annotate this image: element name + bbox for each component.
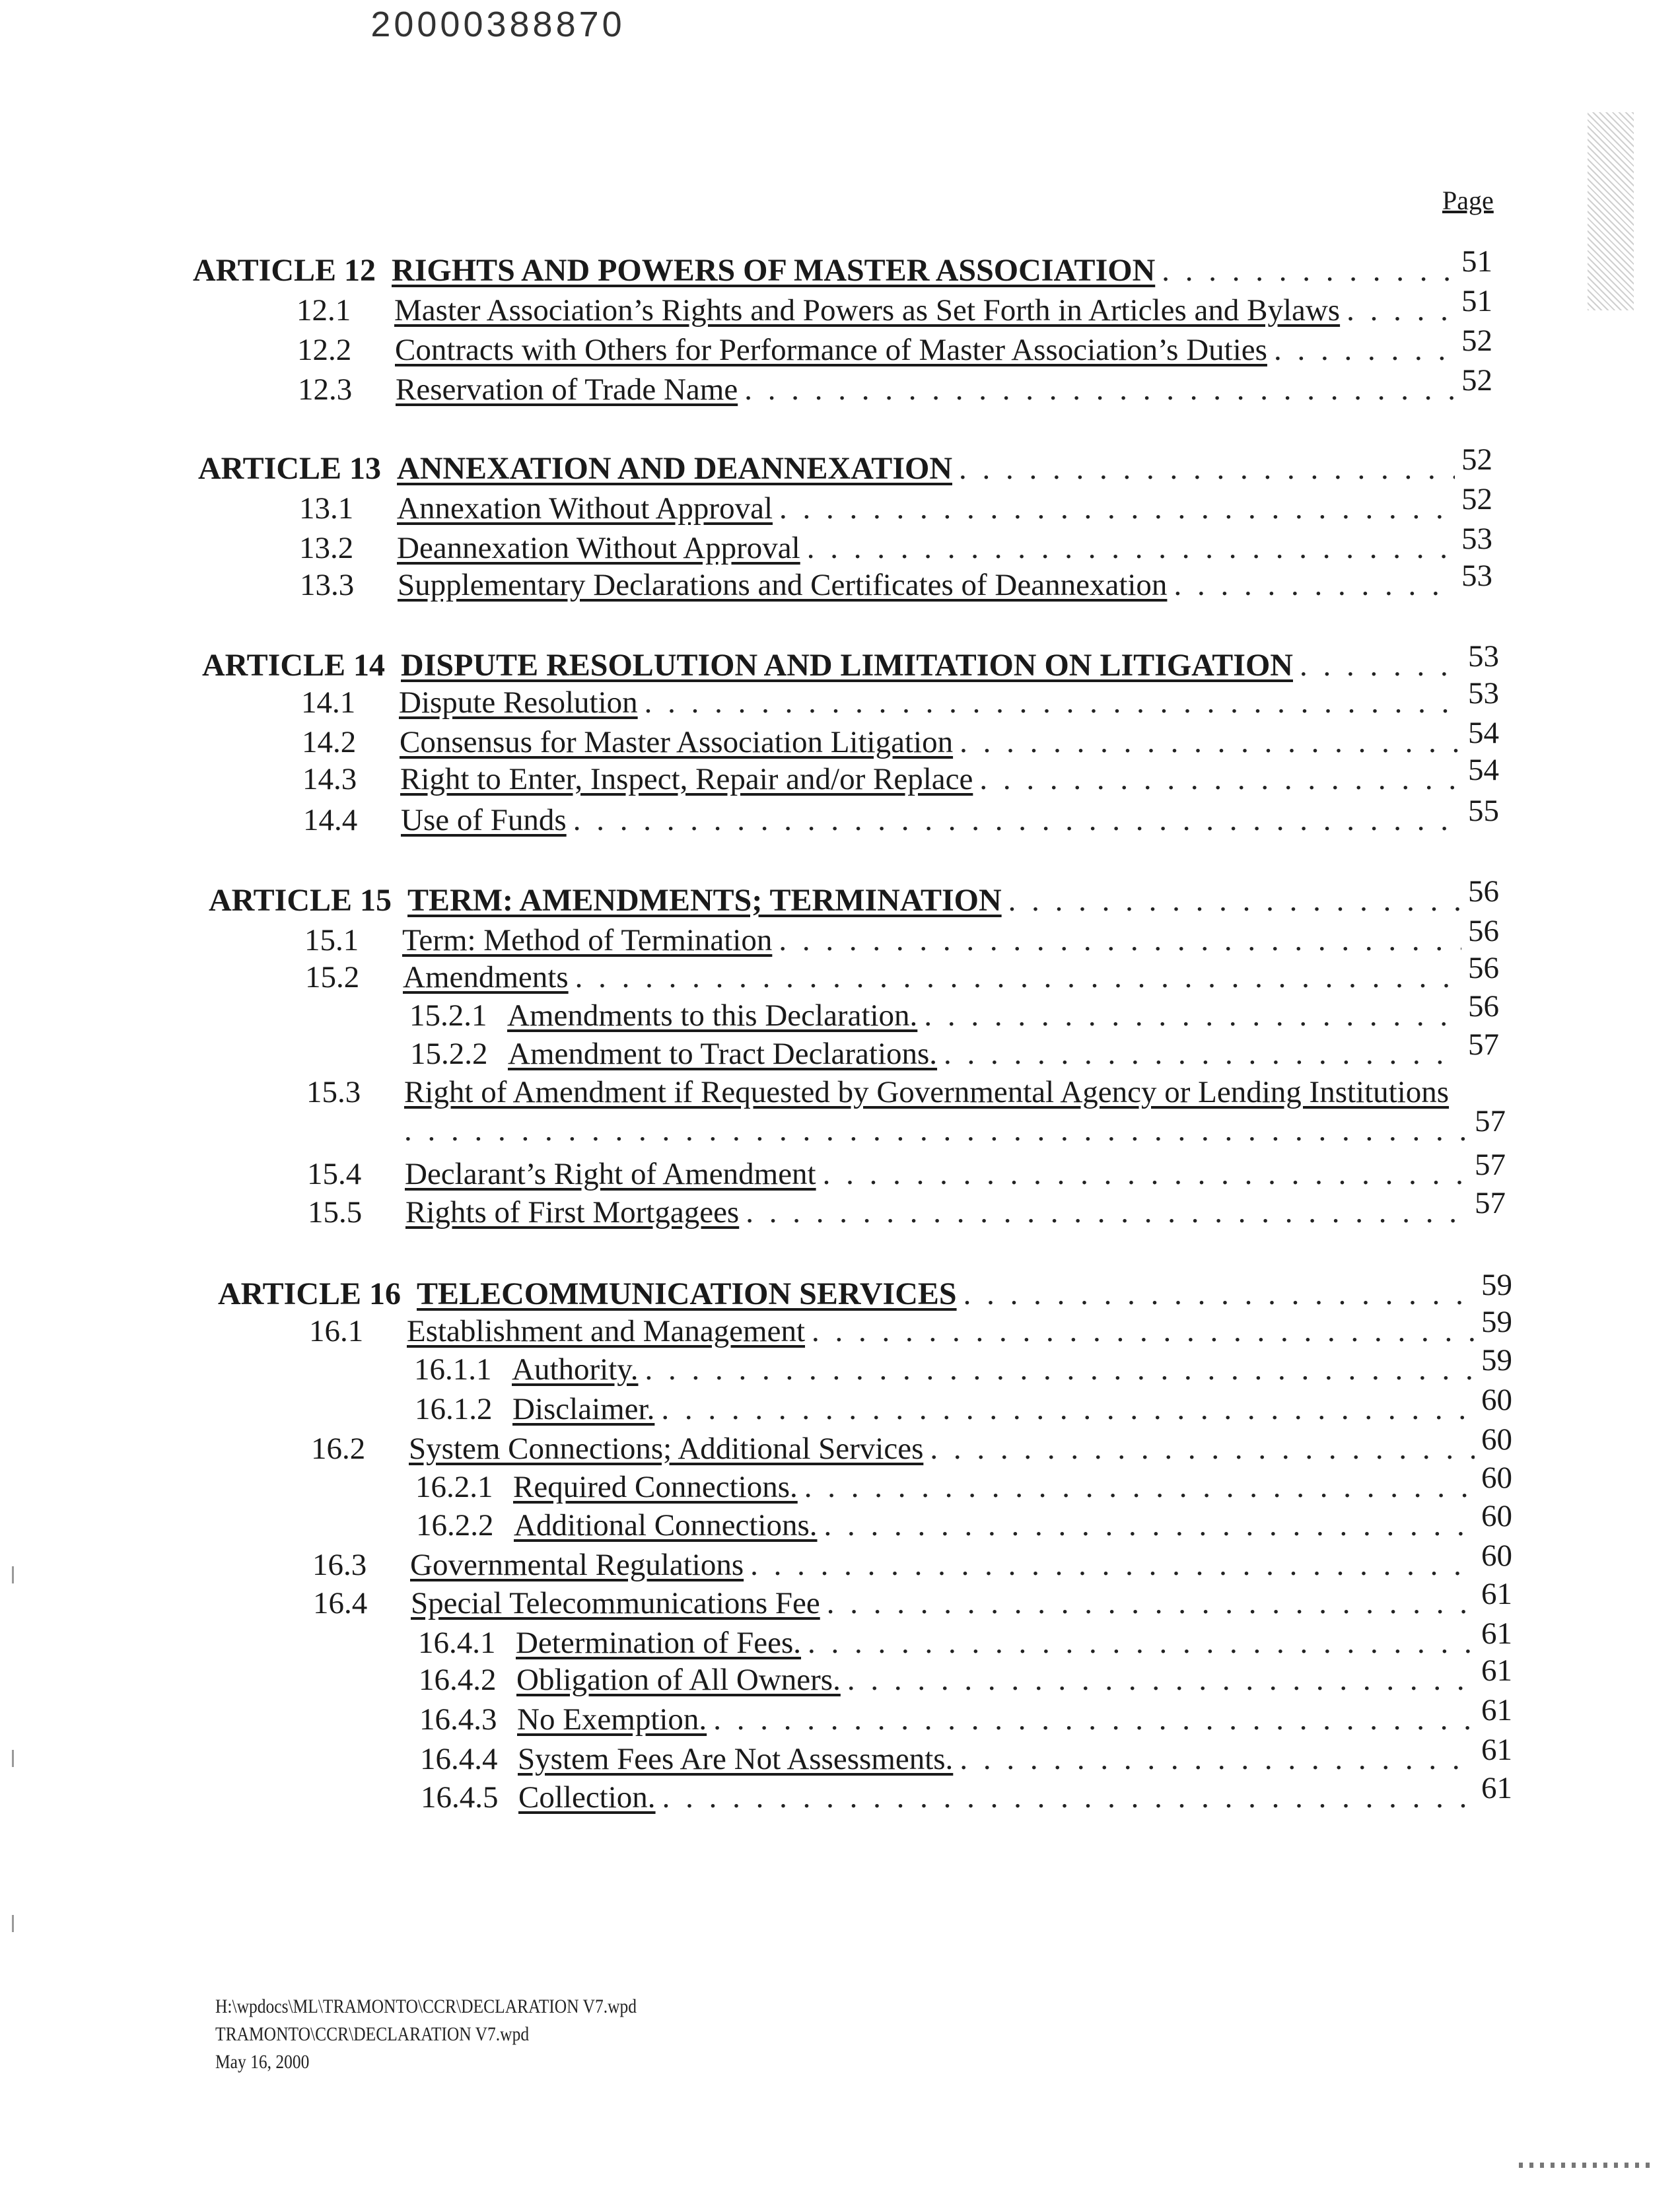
toc-page-number: 61 <box>1481 1693 1512 1727</box>
toc-number: 13.2 <box>299 531 354 565</box>
toc-number: 16.4 <box>313 1586 368 1620</box>
toc-title[interactable]: System Connections; Additional Services <box>409 1432 924 1466</box>
toc-page-number: 56 <box>1468 989 1499 1024</box>
toc-title[interactable]: Master Association’s Rights and Powers as Set Forth in Articles and Bylaws <box>394 293 1341 328</box>
dot-leader <box>750 1545 1475 1585</box>
toc-section-entry[interactable] <box>418 1616 1512 1663</box>
dot-leader <box>959 449 1455 489</box>
toc-page-number: 56 <box>1468 874 1499 909</box>
toc-number: 14.2 <box>302 725 357 759</box>
toc-section-entry[interactable] <box>410 1027 1499 1074</box>
toc-number: 16.2.2 <box>416 1508 494 1543</box>
toc-title[interactable]: Obligation of All Owners. <box>516 1663 841 1697</box>
toc-page-number: 52 <box>1461 482 1492 516</box>
toc-article-entry[interactable] <box>209 874 1499 920</box>
toc-page-number: 52 <box>1461 363 1492 398</box>
footer <box>215 1993 637 2076</box>
toc-title[interactable]: Governmental Regulations <box>410 1548 744 1582</box>
scan-noise <box>1519 2163 1651 2168</box>
toc-number: 16.4.1 <box>418 1626 496 1660</box>
dot-leader <box>930 1429 1475 1469</box>
toc-title[interactable]: Disclaimer. <box>512 1392 655 1426</box>
toc-title[interactable]: Special Telecommunications Fee <box>411 1586 820 1620</box>
dot-leader <box>1162 251 1455 291</box>
toc-title[interactable]: Declarant’s Right of Amendment <box>405 1157 816 1191</box>
toc-number: ARTICLE 12 <box>193 253 376 288</box>
toc-number: 15.4 <box>307 1157 362 1191</box>
toc-number: 16.4.2 <box>419 1663 497 1697</box>
toc-number: 12.2 <box>297 333 352 367</box>
toc-section-entry[interactable] <box>304 914 1499 960</box>
dot-leader <box>645 1350 1475 1389</box>
toc-number: 15.1 <box>304 923 359 957</box>
toc-number: 16.1.1 <box>414 1352 492 1387</box>
toc-title[interactable]: Authority. <box>512 1352 639 1387</box>
toc-title[interactable]: Additional Connections. <box>514 1508 818 1543</box>
toc-number: 16.4.4 <box>420 1742 498 1776</box>
toc-section-entry[interactable] <box>297 324 1492 370</box>
toc-page-number: 60 <box>1481 1422 1512 1457</box>
toc-section-entry[interactable] <box>415 1461 1512 1507</box>
dot-leader <box>573 800 1461 840</box>
toc-title[interactable]: Rights of First Mortgagees <box>405 1195 740 1230</box>
toc-number: 15.2.2 <box>410 1037 488 1071</box>
toc-title[interactable]: Amendment to Tract Declarations. <box>508 1037 938 1071</box>
toc-page-number: 60 <box>1481 1539 1512 1573</box>
toc-title[interactable]: TELECOMMUNICATION SERVICES <box>417 1276 957 1311</box>
toc-page-number: 52 <box>1461 324 1492 358</box>
toc-page-number: 57 <box>1475 1186 1506 1220</box>
toc-article-entry[interactable] <box>193 244 1492 291</box>
toc-title[interactable]: RIGHTS AND POWERS OF MASTER ASSOCIATION <box>392 253 1156 288</box>
dot-leader <box>713 1700 1475 1739</box>
toc-title[interactable]: Right of Amendment if Requested by Governmental Agency or Lending Institutions <box>404 1075 1450 1109</box>
toc-article-entry[interactable] <box>198 442 1492 489</box>
dot-leader <box>575 957 1461 997</box>
toc-number: 15.3 <box>306 1075 361 1109</box>
toc-page-number: 61 <box>1481 1577 1512 1611</box>
toc-number: 16.1.2 <box>415 1392 493 1426</box>
toc-section-entry[interactable] <box>300 559 1492 605</box>
toc-number: 16.2 <box>311 1432 366 1466</box>
toc-page-number: 61 <box>1481 1733 1512 1767</box>
toc-number: 15.5 <box>308 1195 363 1230</box>
toc-title[interactable]: No Exemption. <box>517 1702 707 1737</box>
toc-number: 15.2 <box>305 960 360 994</box>
dot-leader <box>823 1154 1468 1194</box>
dot-leader <box>662 1778 1475 1817</box>
toc-page-number: 57 <box>1468 1027 1499 1062</box>
toc-section-entry[interactable] <box>303 794 1499 840</box>
toc-article-entry[interactable] <box>218 1268 1512 1314</box>
dot-leader <box>827 1583 1475 1623</box>
toc-page-number: 59 <box>1481 1268 1512 1302</box>
toc-section-entry[interactable] <box>306 1072 1506 1112</box>
toc-article-entry[interactable] <box>202 639 1499 685</box>
toc-page-number: 53 <box>1468 676 1499 711</box>
dot-leader <box>804 1467 1475 1507</box>
scan-margin-mark <box>12 1915 14 1932</box>
toc-section-entry[interactable] <box>419 1693 1512 1739</box>
toc-title[interactable]: Term: Method of Termination <box>402 923 773 957</box>
footer-path-2: TRAMONTO\CCR\DECLARATION V7.wpd <box>215 2023 530 2045</box>
toc-page-number: 53 <box>1461 522 1492 556</box>
toc-title[interactable]: Right to Enter, Inspect, Repair and/or Replace <box>400 762 973 796</box>
toc-page-number: 51 <box>1461 244 1492 279</box>
dot-leader <box>812 1311 1475 1351</box>
toc-title[interactable]: Establishment and Management <box>407 1314 806 1348</box>
toc-section-entry[interactable] <box>309 1305 1512 1351</box>
toc-section-entry[interactable] <box>416 1499 1512 1545</box>
toc-page-number: 55 <box>1468 794 1499 828</box>
toc-page-number: 61 <box>1481 1771 1512 1805</box>
scan-margin-mark <box>12 1750 14 1767</box>
dot-leader <box>746 1193 1468 1232</box>
toc-title[interactable]: Deannexation Without Approval <box>397 531 800 565</box>
toc-page-number: 60 <box>1481 1461 1512 1495</box>
scan-margin-mark <box>12 1566 14 1583</box>
toc-number: 16.2.1 <box>415 1470 493 1504</box>
toc-title[interactable]: ANNEXATION AND DEANNEXATION <box>397 451 952 486</box>
toc-section-entry[interactable] <box>297 284 1492 330</box>
toc-page-number: 53 <box>1468 639 1499 674</box>
toc-section-entry[interactable] <box>302 753 1499 799</box>
toc-title[interactable]: Reservation of Trade Name <box>396 372 738 407</box>
toc-page-number: 56 <box>1468 951 1499 985</box>
toc-page-number: 51 <box>1461 284 1492 318</box>
toc-page-number: 59 <box>1481 1343 1512 1377</box>
dot-leader <box>807 528 1455 568</box>
toc-number: 16.4.5 <box>421 1780 499 1815</box>
dot-leader <box>1173 565 1455 605</box>
toc-title[interactable]: Collection. <box>518 1780 656 1815</box>
toc-title[interactable]: Determination of Fees. <box>516 1626 802 1660</box>
dot-leader <box>779 489 1455 528</box>
toc-section-entry[interactable] <box>302 716 1499 762</box>
toc-page-number: 61 <box>1481 1616 1512 1651</box>
document-number: 20000388870 <box>370 5 625 44</box>
toc-number: 16.1 <box>309 1314 364 1348</box>
page-column-label: Page <box>1442 186 1494 215</box>
dot-leader <box>1347 291 1455 330</box>
toc-title[interactable]: TERM: AMENDMENTS; TERMINATION <box>407 883 1002 918</box>
dot-leader <box>1008 881 1461 920</box>
toc-section-entry[interactable] <box>298 363 1492 409</box>
toc-title[interactable]: Amendments to this Declaration. <box>507 998 918 1033</box>
toc-section-entry[interactable] <box>299 482 1492 528</box>
dot-leader <box>824 1506 1475 1545</box>
toc-page-number: 61 <box>1481 1653 1512 1688</box>
dot-leader <box>963 1274 1475 1314</box>
toc-continuation-line <box>404 1104 1506 1150</box>
dot-leader <box>979 759 1461 799</box>
toc-section-entry[interactable] <box>305 951 1499 997</box>
toc-section-entry[interactable] <box>307 1148 1506 1194</box>
toc-number: 16.4.3 <box>419 1702 497 1737</box>
toc-page-number: 57 <box>1475 1104 1506 1138</box>
dot-leader <box>960 722 1461 762</box>
toc-number: 13.1 <box>299 491 354 526</box>
toc-title[interactable]: Dispute Resolution <box>399 685 638 720</box>
toc-page-number: 57 <box>1475 1148 1506 1182</box>
toc-title[interactable]: DISPUTE RESOLUTION AND LIMITATION ON LITIGATION <box>401 648 1293 683</box>
toc-page-number: 60 <box>1481 1499 1512 1533</box>
toc-title[interactable]: Contracts with Others for Performance of Master Association’s Duties <box>395 333 1267 367</box>
dot-leader <box>924 996 1461 1035</box>
toc-page-number: 52 <box>1461 442 1492 477</box>
toc-section-entry[interactable] <box>420 1733 1512 1779</box>
toc-title[interactable]: Annexation Without Approval <box>397 491 773 526</box>
dot-leader <box>661 1389 1475 1429</box>
toc-title[interactable]: System Fees Are Not Assessments. <box>518 1742 954 1776</box>
toc-page-number: 56 <box>1468 914 1499 948</box>
toc-section-entry[interactable] <box>409 989 1499 1035</box>
footer-date: May 16, 2000 <box>215 2051 310 2073</box>
toc-number: 14.3 <box>302 762 357 796</box>
dot-leader <box>645 683 1461 722</box>
toc-section-entry[interactable] <box>421 1771 1512 1817</box>
toc-title[interactable]: Supplementary Declarations and Certificates of Deannexation <box>398 568 1168 602</box>
toc-section-entry[interactable] <box>312 1539 1512 1585</box>
dot-leader <box>1300 646 1461 685</box>
toc-number: 14.1 <box>301 685 356 720</box>
toc-title[interactable]: Consensus for Master Association Litigation <box>400 725 954 759</box>
toc-section-entry[interactable] <box>308 1186 1506 1232</box>
toc-section-entry[interactable] <box>414 1343 1512 1389</box>
toc-number: 14.4 <box>303 803 358 837</box>
toc-page-number: 53 <box>1461 559 1492 593</box>
dot-leader <box>744 370 1455 409</box>
toc-title[interactable]: Required Connections. <box>513 1470 798 1504</box>
toc-section-entry[interactable] <box>311 1422 1512 1469</box>
toc-page-number: 54 <box>1468 716 1499 750</box>
toc-section-entry[interactable] <box>415 1383 1512 1429</box>
toc-title[interactable]: Amendments <box>403 960 569 994</box>
toc-number: ARTICLE 13 <box>198 451 382 486</box>
dot-leader <box>944 1034 1461 1074</box>
toc-number: ARTICLE 16 <box>218 1276 402 1311</box>
toc-section-entry[interactable] <box>313 1577 1512 1623</box>
toc-section-entry[interactable] <box>299 522 1492 568</box>
toc-page-number: 59 <box>1481 1305 1512 1339</box>
dot-leader <box>960 1739 1475 1779</box>
footer-path-1: H:\wpdocs\ML\TRAMONTO\CCR\DECLARATION V7.wpd <box>215 1996 637 2017</box>
toc-number: ARTICLE 14 <box>202 648 386 683</box>
dot-leader <box>847 1660 1475 1700</box>
toc-number: 16.3 <box>312 1548 367 1582</box>
toc-number: ARTICLE 15 <box>209 883 392 918</box>
dot-leader <box>1274 330 1455 370</box>
toc-number: 12.3 <box>298 372 353 407</box>
toc-page-number: 54 <box>1468 753 1499 787</box>
dot-leader <box>808 1623 1475 1663</box>
toc-number: 13.3 <box>300 568 355 602</box>
dot-leader <box>404 1111 1468 1150</box>
toc-number: 12.1 <box>297 293 351 328</box>
toc-number: 15.2.1 <box>409 998 487 1033</box>
toc-page-number: 60 <box>1481 1383 1512 1417</box>
toc-section-entry[interactable] <box>419 1653 1512 1700</box>
toc-title[interactable]: Use of Funds <box>401 803 567 837</box>
dot-leader <box>779 920 1461 960</box>
toc-section-entry[interactable] <box>301 676 1499 722</box>
